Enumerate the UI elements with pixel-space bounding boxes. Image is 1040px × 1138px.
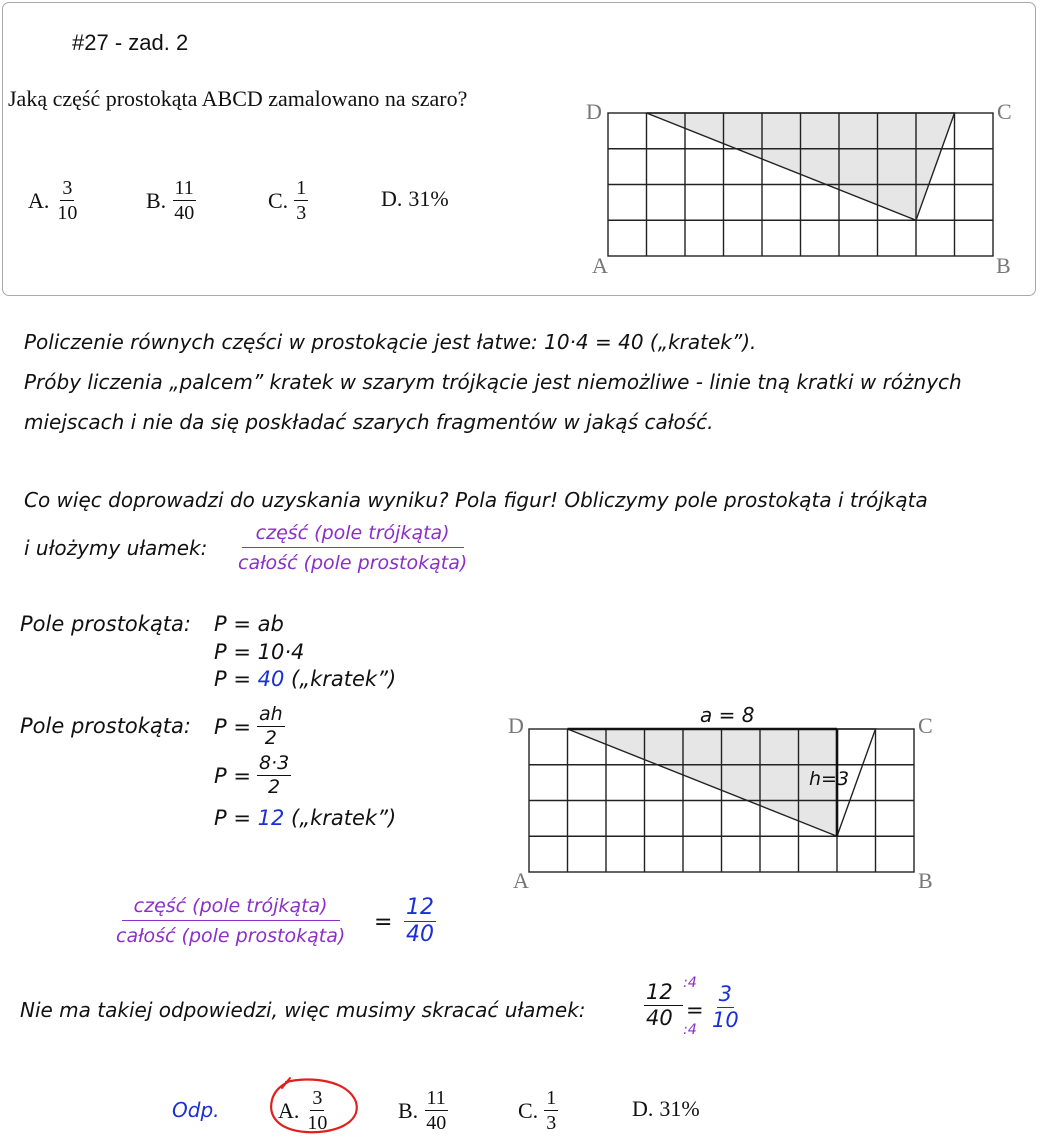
rect-area-line-3: P = 40 („kratek”) — [214, 667, 397, 691]
tri-area-label: Pole prostokąta: — [20, 714, 191, 738]
figure-rectangle-abcd — [580, 95, 1020, 285]
height-h-label: h=3 — [809, 768, 850, 790]
rect-area-label: Pole prostokąta: — [20, 612, 191, 636]
option-letter: C. — [268, 187, 289, 213]
option-b — [146, 178, 196, 223]
side-a-label: a = 8 — [700, 703, 755, 727]
tri-area-line-3: P = 12 („kratek”) — [214, 806, 397, 830]
paragraph-3a: Co więc doprowadzi do uzyskania wyniku? Pola figur! Obliczymy pole prostokąta i trójkąta — [24, 488, 928, 512]
paragraph-3b: i ułożymy ułamek: — [24, 536, 208, 560]
option-fraction: $\frac{3}{10}$ — [57, 177, 78, 224]
label-b: B — [918, 868, 933, 893]
label-a: A — [513, 868, 529, 893]
result-equals: = — [374, 910, 393, 935]
option-c — [268, 178, 308, 223]
tri-area-line-2: P = $\frac{8\cdot 3}{2}$ — [214, 752, 290, 798]
result-value: $\frac{12}{40}$ — [406, 895, 434, 947]
option-letter: A. — [28, 187, 50, 213]
rect-area-value: 40 — [257, 667, 285, 691]
answer-option-a: A. $\frac{3}{10}$ — [278, 1087, 328, 1134]
tri-area-value: 12 — [257, 806, 285, 830]
label-c: C — [997, 99, 1012, 124]
result-ratio: $\frac{\text{część (pole trójkąta)}}{\text{całość (pole prostokąta)}}$ — [116, 895, 346, 947]
ratio-fraction: $\frac{\text{część (pole trójkąta)}}{\text{całość (pole prostokąta)}}$ — [238, 522, 468, 574]
reduce-fraction: 12 :4 40 :4 — [646, 975, 697, 1038]
option-fraction: $\frac{11}{40}$ — [174, 177, 195, 224]
paragraph-2b: miejscach i nie da się poskładać szarych fragmentów w jakąś całość. — [24, 410, 714, 434]
label-c: C — [918, 713, 933, 738]
rect-area-line-1: P = ab — [214, 612, 284, 636]
figure-triangle-area — [500, 695, 950, 895]
tri-area-line-1: P = $\frac{ah}{2}$ — [214, 703, 283, 749]
answer-option-c: C. $\frac{1}{3}$ — [518, 1087, 557, 1134]
answer-label: Odp. — [172, 1098, 220, 1122]
option-d — [381, 186, 449, 212]
label-d: D — [586, 99, 602, 124]
answer-option-b: B. $\frac{11}{40}$ — [398, 1087, 447, 1134]
reduce-text: Nie ma takiej odpowiedzi, więc musimy skracać ułamek: — [20, 998, 586, 1022]
label-a: A — [592, 253, 608, 278]
task-question: Jaką część prostokąta ABCD zamalowano na szaro? — [8, 86, 468, 111]
label-d: D — [508, 713, 524, 738]
option-text: 31% — [408, 186, 449, 211]
paragraph-2a: Próby liczenia „palcem” kratek w szarym trójkącie jest niemożliwe - linie tną kratki w różnych — [24, 370, 962, 394]
reduce-equals: = — [686, 998, 704, 1022]
paragraph-1: Policzenie równych części w prostokącie jest łatwe: 10·4 = 40 („kratek”). — [24, 330, 757, 354]
answer-option-d: D. 31% — [632, 1096, 700, 1121]
option-letter: D. — [381, 186, 403, 211]
option-fraction: $\frac{1}{3}$ — [296, 177, 307, 224]
grid — [529, 729, 914, 872]
rect-area-line-2: P = 10·4 — [214, 640, 305, 664]
reduce-result: $\frac{3}{10}$ — [712, 982, 739, 1032]
option-letter: B. — [146, 187, 167, 213]
option-a — [28, 178, 79, 223]
task-number: #27 - zad. 2 — [72, 30, 189, 55]
label-b: B — [996, 253, 1011, 278]
